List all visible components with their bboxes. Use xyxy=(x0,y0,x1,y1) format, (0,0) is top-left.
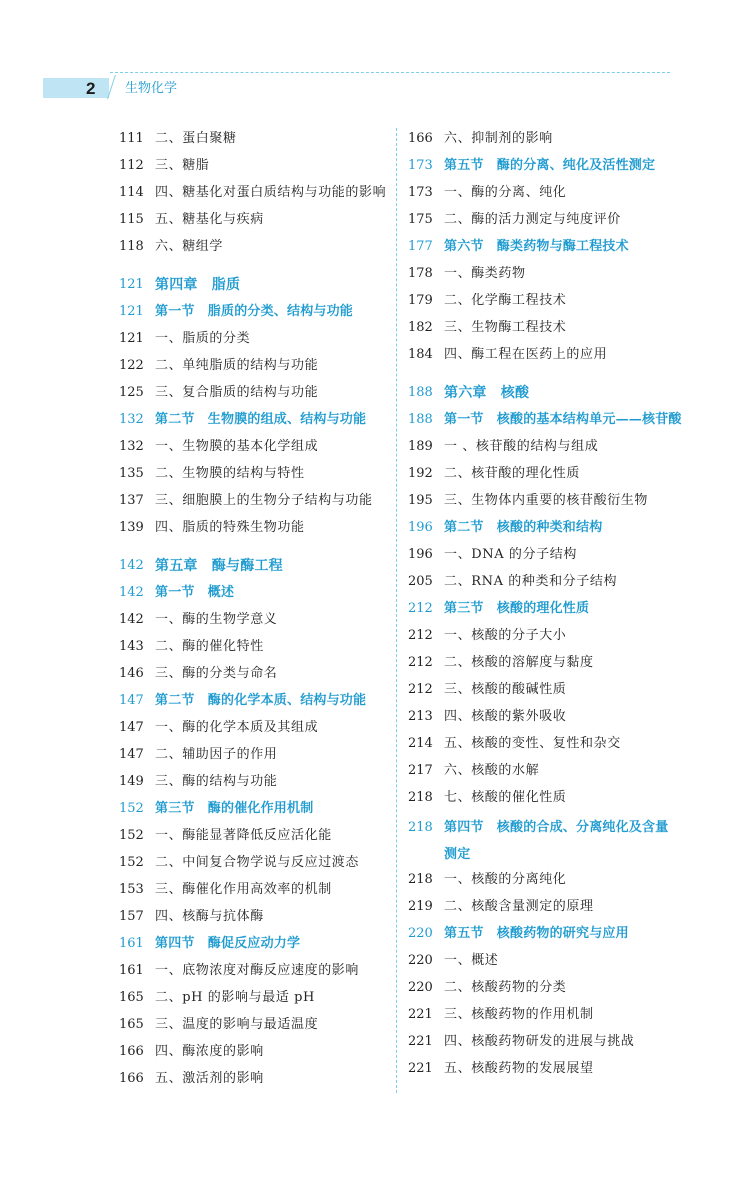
toc-entry-title: 五、激活剂的影响 xyxy=(155,1071,264,1086)
toc-entry-title: 第四节 核酸的合成、分离纯化及含量测定 xyxy=(444,820,669,862)
toc-page-number: 218 xyxy=(408,872,433,887)
toc-page-number: 196 xyxy=(408,547,433,562)
toc-entry-title: 第一节 概述 xyxy=(155,585,235,600)
toc-entry-title: 一、酶类药物 xyxy=(444,266,526,281)
toc-entry-title: 二、酶的活力测定与纯度评价 xyxy=(444,212,621,227)
toc-page-number: 218 xyxy=(408,790,433,805)
toc-page-number: 165 xyxy=(119,1017,144,1032)
toc-page-number: 218 xyxy=(408,820,433,835)
toc-entry-title: 四、糖基化对蛋白质结构与功能的影响 xyxy=(155,185,387,200)
toc-entry-title: 一、酶的生物学意义 xyxy=(155,612,278,627)
toc-page-number: 188 xyxy=(408,412,433,427)
toc-page-number: 219 xyxy=(408,899,433,914)
toc-page-number: 189 xyxy=(408,439,433,454)
toc-page-number: 173 xyxy=(408,185,433,200)
toc-entry-title: 一、核酸的分子大小 xyxy=(444,628,567,643)
toc-entry-title: 一、概述 xyxy=(444,953,499,968)
toc-entry-title: 第五章 酶与酶工程 xyxy=(155,558,283,574)
book-title: 生物化学 xyxy=(125,81,178,96)
toc-entry-title: 三、酶催化作用高效率的机制 xyxy=(155,882,332,897)
toc-page-number: 118 xyxy=(119,239,144,254)
toc-page-number: 147 xyxy=(119,720,144,735)
toc-page-number: 178 xyxy=(408,266,433,281)
toc-entry-title: 六、抑制剂的影响 xyxy=(444,131,553,146)
toc-page-number: 166 xyxy=(119,1071,144,1086)
toc-page-number: 142 xyxy=(119,612,144,627)
toc-page-number: 143 xyxy=(119,639,144,654)
toc-page-number: 177 xyxy=(408,239,433,254)
toc-entry-title: 一、酶的化学本质及其组成 xyxy=(155,720,319,735)
header-separator xyxy=(107,75,121,99)
toc-entry-title: 三、复合脂质的结构与功能 xyxy=(155,385,319,400)
toc-page-number: 146 xyxy=(119,666,144,681)
toc-page-number: 112 xyxy=(119,158,144,173)
toc-page-number: 205 xyxy=(408,574,433,589)
toc-entry-title: 三、酶的结构与功能 xyxy=(155,774,278,789)
toc-page-number: 221 xyxy=(408,1007,433,1022)
toc-entry-title: 第一节 脂质的分类、结构与功能 xyxy=(155,304,354,319)
toc-page-number: 152 xyxy=(119,855,144,870)
toc-page-number: 221 xyxy=(408,1034,433,1049)
toc-entry-title: 五、糖基化与疾病 xyxy=(155,212,264,227)
toc-page-number: 212 xyxy=(408,601,433,616)
toc-entry-title: 二、中间复合物学说与反应过渡态 xyxy=(155,855,360,870)
toc-entry-title: 第四章 脂质 xyxy=(155,277,241,293)
toc-entry-title: 二、化学酶工程技术 xyxy=(444,293,567,308)
toc-page-number: 147 xyxy=(119,747,144,762)
toc-page-number: 220 xyxy=(408,926,433,941)
toc-page-number: 142 xyxy=(119,585,144,600)
toc-page-number: 173 xyxy=(408,158,433,173)
toc-page-number: 184 xyxy=(408,347,433,362)
toc-entry-title: 第三节 酶的催化作用机制 xyxy=(155,801,314,816)
toc-page-number: 111 xyxy=(119,131,144,146)
toc-entry-title: 三、核酸药物的作用机制 xyxy=(444,1007,594,1022)
toc-entry-title: 六、核酸的水解 xyxy=(444,763,540,778)
toc-page-number: 147 xyxy=(119,693,144,708)
toc-entry-title: 四、酶工程在医药上的应用 xyxy=(444,347,608,362)
toc-page-number: 161 xyxy=(119,963,144,978)
toc-page-number: 196 xyxy=(408,520,433,535)
toc-entry-title: 一、核酸的分离纯化 xyxy=(444,872,567,887)
toc-entry-title: 五、核酸的变性、复性和杂交 xyxy=(444,736,621,751)
toc-entry-title: 第二节 酶的化学本质、结构与功能 xyxy=(155,693,367,708)
toc-page-number: 195 xyxy=(408,493,433,508)
toc-entry-title: 三、核酸的酸碱性质 xyxy=(444,682,567,697)
toc-page-number: 188 xyxy=(408,385,433,400)
toc-page-number: 142 xyxy=(119,558,144,573)
toc-page-number: 152 xyxy=(119,828,144,843)
toc-entry-title: 二、蛋白聚糖 xyxy=(155,131,237,146)
toc-entry-title: 一、生物膜的基本化学组成 xyxy=(155,439,319,454)
toc-entry-title: 四、脂质的特殊生物功能 xyxy=(155,520,305,535)
toc-page-number: 220 xyxy=(408,953,433,968)
column-divider xyxy=(396,128,397,1093)
toc-page-number: 161 xyxy=(119,936,144,951)
toc-page-number: 217 xyxy=(408,763,433,778)
toc-entry-title: 四、核酸的紫外吸收 xyxy=(444,709,567,724)
toc-page-number: 121 xyxy=(119,304,144,319)
toc-page-number: 212 xyxy=(408,682,433,697)
toc-entry-title: 一、酶的分离、纯化 xyxy=(444,185,567,200)
toc-entry-title: 四、酶浓度的影响 xyxy=(155,1044,264,1059)
toc-page-number: 213 xyxy=(408,709,433,724)
toc-entry-title: 二、生物膜的结构与特性 xyxy=(155,466,305,481)
toc-entry-title: 第六章 核酸 xyxy=(444,385,530,401)
toc-page-number: 179 xyxy=(408,293,433,308)
toc-entry-title: 二、RNA 的种类和分子结构 xyxy=(444,574,618,589)
toc-entry-title: 第二节 生物膜的组成、结构与功能 xyxy=(155,412,367,427)
toc-entry-title: 三、糖脂 xyxy=(155,158,210,173)
toc-entry-title: 第五节 酶的分离、纯化及活性测定 xyxy=(444,158,656,173)
toc-page-number: 221 xyxy=(408,1061,433,1076)
toc-entry-title: 一、脂质的分类 xyxy=(155,331,251,346)
toc-page-number: 125 xyxy=(119,385,144,400)
toc-entry-title: 七、核酸的催化性质 xyxy=(444,790,567,805)
header-rule xyxy=(110,72,670,73)
toc-entry-title: 第三节 核酸的理化性质 xyxy=(444,601,590,616)
toc-entry-title: 五、核酸药物的发展展望 xyxy=(444,1061,594,1076)
toc-entry-title: 三、生物酶工程技术 xyxy=(444,320,567,335)
toc-page-number: 132 xyxy=(119,412,144,427)
toc-entry-title: 四、核酶与抗体酶 xyxy=(155,909,264,924)
toc-entry-title: 第一节 核酸的基本结构单元——核苷酸 xyxy=(444,412,682,427)
toc-page-number: 139 xyxy=(119,520,144,535)
toc-entry-title: 二、核苷酸的理化性质 xyxy=(444,466,581,481)
toc-entry-title: 第四节 酶促反应动力学 xyxy=(155,936,301,951)
toc-page-number: 122 xyxy=(119,358,144,373)
toc-page-number: 135 xyxy=(119,466,144,481)
toc-entry-title: 一、底物浓度对酶反应速度的影响 xyxy=(155,963,360,978)
page-number: 2 xyxy=(86,79,96,98)
toc-page-number: 220 xyxy=(408,980,433,995)
toc-page-number: 157 xyxy=(119,909,144,924)
toc-page-number: 153 xyxy=(119,882,144,897)
toc-entry-title: 三、细胞膜上的生物分子结构与功能 xyxy=(155,493,373,508)
toc-page-number: 132 xyxy=(119,439,144,454)
page-number-tab xyxy=(43,78,109,98)
toc-page-number: 166 xyxy=(408,131,433,146)
toc-entry-title: 三、生物体内重要的核苷酸衍生物 xyxy=(444,493,649,508)
toc-entry-title: 二、核酸含量测定的原理 xyxy=(444,899,594,914)
toc-entry-title: 二、单纯脂质的结构与功能 xyxy=(155,358,319,373)
toc-page-number: 175 xyxy=(408,212,433,227)
toc-page-number: 121 xyxy=(119,331,144,346)
toc-page-number: 121 xyxy=(119,277,144,292)
toc-page-number: 152 xyxy=(119,801,144,816)
toc-page-number: 114 xyxy=(119,185,144,200)
toc-page-number: 192 xyxy=(408,466,433,481)
toc-entry-title: 六、糖组学 xyxy=(155,239,224,254)
toc-entry-title: 第二节 核酸的种类和结构 xyxy=(444,520,603,535)
toc-entry-title: 二、pH 的影响与最适 pH xyxy=(155,990,315,1005)
toc-entry-title: 第六节 酶类药物与酶工程技术 xyxy=(444,239,629,254)
toc-entry-title: 二、核酸药物的分类 xyxy=(444,980,567,995)
toc-page-number: 166 xyxy=(119,1044,144,1059)
toc-entry-title: 一、DNA 的分子结构 xyxy=(444,547,577,562)
toc-entry-title: 二、核酸的溶解度与黏度 xyxy=(444,655,594,670)
toc-page-number: 214 xyxy=(408,736,433,751)
toc-entry-title: 一 、核苷酸的结构与组成 xyxy=(444,439,599,454)
toc-page-number: 115 xyxy=(119,212,144,227)
toc-page-number: 212 xyxy=(408,655,433,670)
toc-entry-title: 二、辅助因子的作用 xyxy=(155,747,278,762)
toc-page-number: 137 xyxy=(119,493,144,508)
toc-page-number: 149 xyxy=(119,774,144,789)
toc-entry-title: 一、酶能显著降低反应活化能 xyxy=(155,828,332,843)
toc-entry-title: 第五节 核酸药物的研究与应用 xyxy=(444,926,629,941)
toc-entry-title: 四、核酸药物研发的进展与挑战 xyxy=(444,1034,635,1049)
toc-page-number: 182 xyxy=(408,320,433,335)
toc-page-number: 165 xyxy=(119,990,144,1005)
toc-entry-title: 二、酶的催化特性 xyxy=(155,639,264,654)
toc-entry-title: 三、温度的影响与最适温度 xyxy=(155,1017,319,1032)
toc-entry-title: 三、酶的分类与命名 xyxy=(155,666,278,681)
toc-page-number: 212 xyxy=(408,628,433,643)
